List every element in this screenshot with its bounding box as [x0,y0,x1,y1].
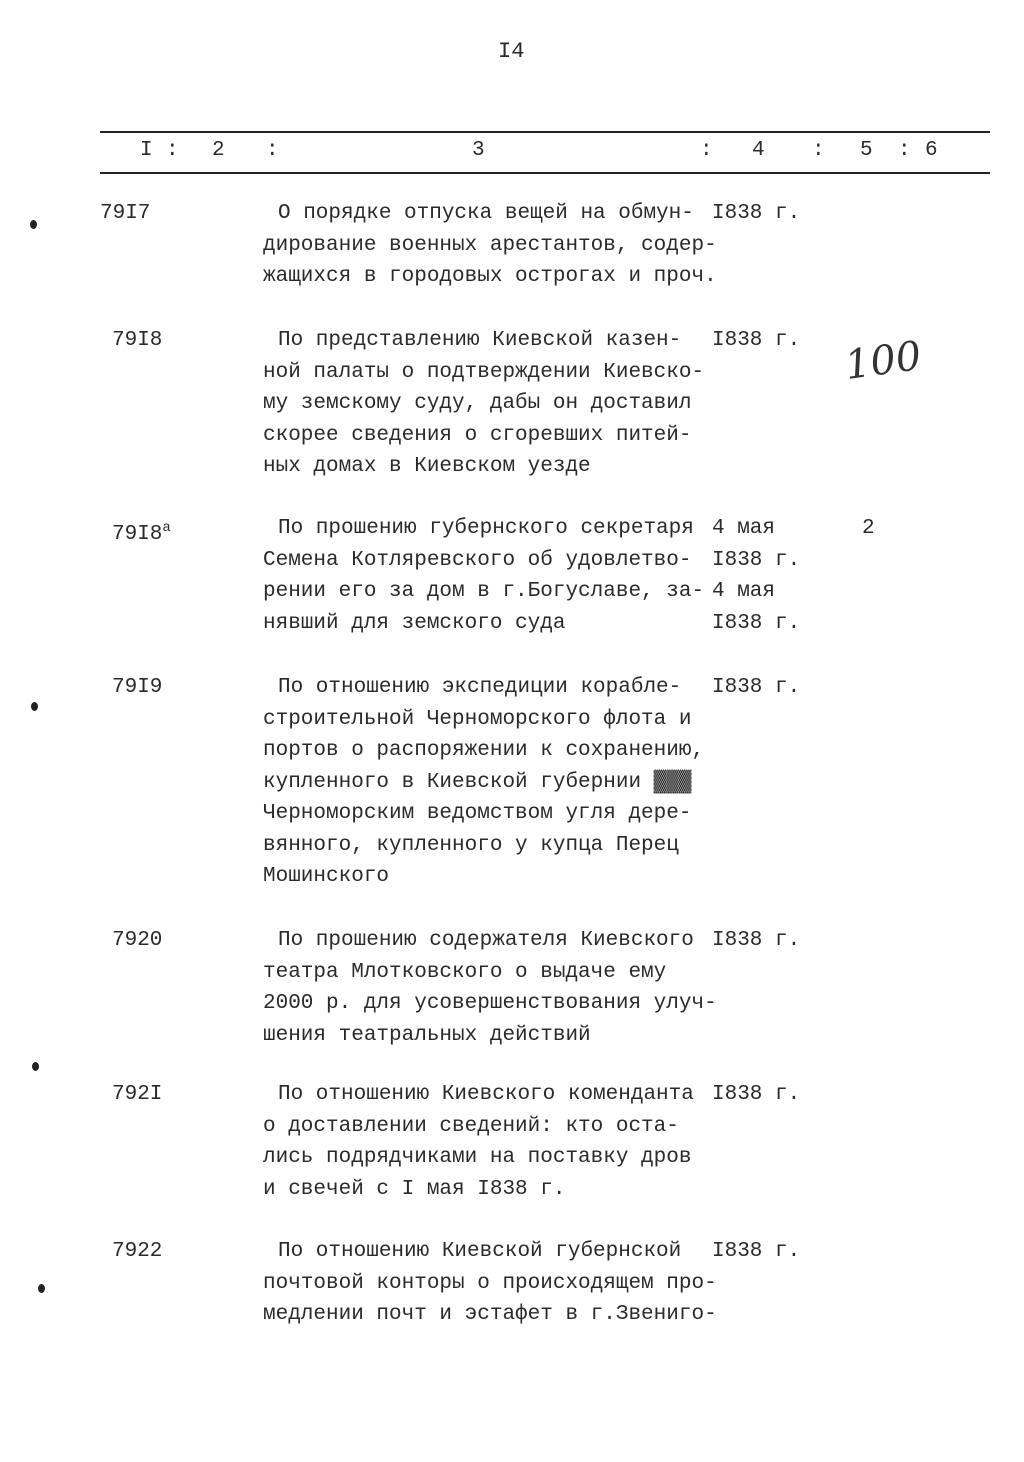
entry-number-text: 7922 [112,1240,163,1263]
entry-description-line: нявший для земского суда [263,611,566,635]
handwritten-folio-note: 100 [842,332,925,390]
entry-description-line: Мошинского [263,865,390,888]
column-header-label: 3 [472,139,485,162]
entry-description-line: театра Млотковского о выдаче ему [263,960,667,984]
punch-hole-mark [30,220,37,229]
entry-description-line: и свечей с I мая I838 г. [263,1177,566,1201]
entry-date: 4 мая [712,580,776,603]
column-header-label: 6 [925,139,938,162]
entry-date: 4 мая [712,517,776,540]
entry-description-line: По отношению Киевского коменданта [278,1083,694,1106]
entry-description-line: строительной Черноморского флота и [263,707,692,731]
header-bottom-rule [100,172,990,174]
entry-number [100,198,150,229]
entry-description-line: скорее сведения о сгоревших питей- [263,423,692,447]
entry-description-line: рении его за дом в г.Богуславе, за- [263,580,705,603]
entry-description-line: портов о распоряжении к сохранению, [263,739,705,762]
entry-description-line: 2000 р. для усовершенствования улуч- [263,992,717,1015]
entry-number [112,1079,162,1110]
entry-date: I838 г. [712,1083,801,1106]
entry-date: I838 г. [712,611,801,635]
entry-description-line: му земскому суду, дабы он доставил [263,392,692,415]
entry-number-text: 792I [112,1083,163,1106]
column-header-label: 4 [752,139,765,162]
punch-hole-mark [32,1062,39,1071]
entry-number-text: 79I9 [112,676,163,699]
entry-description-line: Черноморским ведомством угля дере- [263,802,692,825]
entry-sheet-count: 2 [862,517,875,540]
entry-description-line: Семена Котляревского об удовлетво- [263,548,692,572]
entry-number-text: 7920 [112,929,163,952]
column-header-label: : [266,139,279,162]
column-header-label: 2 [212,139,225,162]
entry-date: I838 г. [712,202,801,225]
entry-number [112,513,171,550]
entry-description-line: По отношению Киевской губернской [278,1240,682,1263]
entry-date: I838 г. [712,676,801,699]
page-number: I4 [498,39,525,64]
column-header-label: : [700,139,713,162]
column-header-label: I [140,139,153,162]
entry-description-line: о доставлении сведений: кто оста- [263,1114,679,1138]
entry-description-line: О порядке отпуска вещей на обмун- [278,202,694,225]
entry-number-text: 79I8 [112,329,163,352]
entry-description-line: По прошению губернского секретаря [278,517,694,540]
entry-description-line: ных домах в Киевском уезде [263,455,591,478]
entry-number [112,325,162,356]
entry-description-line: По прошению содержателя Киевского [278,929,694,952]
entry-description-line: лись подрядчиками на поставку дров [263,1146,692,1169]
header-top-rule [100,131,990,133]
column-header-label: : [898,139,911,162]
entry-number [112,925,162,956]
entry-number-superscript: а [162,520,171,536]
entry-number [112,1236,162,1267]
entry-date: I838 г. [712,929,801,952]
entry-description-line: По представлению Киевской казен- [278,329,682,352]
punch-hole-mark [31,702,38,711]
column-header-label: : [166,139,179,162]
entry-description-line: дирование военных арестантов, содер- [263,233,717,257]
entry-number-text: 79I8 [112,523,163,546]
entry-description-line: шения театральных действий [263,1023,591,1047]
column-header-label: 5 [860,139,873,162]
entry-date: I838 г. [712,548,801,572]
column-header-label: : [812,139,825,162]
entry-description-line: жащихся в городовых острогах и проч. [263,265,717,288]
entry-number [112,672,162,703]
entry-description-line: почтовой конторы о происходящем про- [263,1271,717,1295]
entry-number-text: 79I7 [100,202,151,225]
entry-date: I838 г. [712,329,801,352]
entry-description-line: ной палаты о подтверждении Киевско- [263,360,705,384]
entry-description-line: купленного в Киевской губернии ▓▓▓ [263,770,692,794]
entry-date: I838 г. [712,1240,801,1263]
entry-description-line: По отношению экспедиции корабле- [278,676,682,699]
punch-hole-mark [38,1284,45,1293]
entry-description-line: медлении почт и эстафет в г.Звениго- [263,1303,717,1326]
entry-description-line: вянного, купленного у купца Перец [263,833,679,857]
